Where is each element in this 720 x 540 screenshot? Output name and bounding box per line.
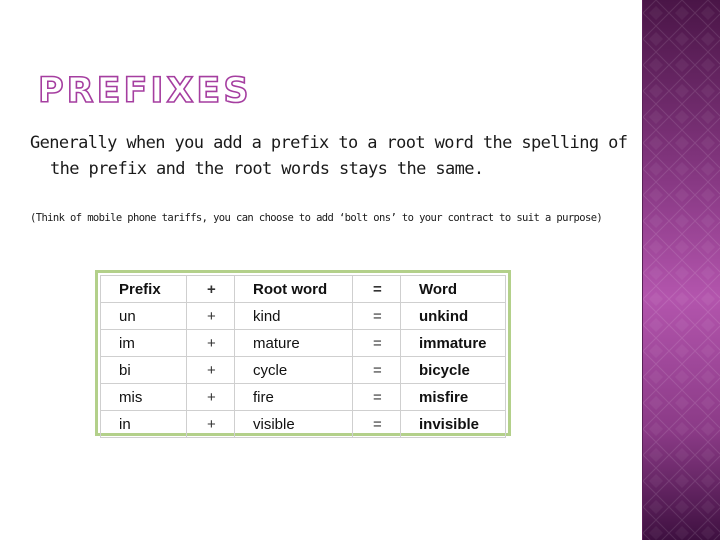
cell-equals: = xyxy=(353,357,401,384)
table-row xyxy=(101,330,506,357)
table-row xyxy=(101,357,506,384)
cell-prefix: im xyxy=(101,330,187,357)
cell-plus: + xyxy=(187,357,235,384)
header-word: Word xyxy=(401,276,506,303)
cell-plus: + xyxy=(187,330,235,357)
diamond-pattern xyxy=(643,0,720,540)
cell-root-word: fire xyxy=(235,384,353,411)
cell-word: immature xyxy=(401,330,506,357)
slide-title: PREFIXES xyxy=(38,71,252,111)
cell-plus: + xyxy=(187,411,235,438)
table-row xyxy=(101,411,506,438)
header-plus: + xyxy=(187,276,235,303)
table-row xyxy=(101,303,506,330)
cell-word: bicycle xyxy=(401,357,506,384)
header-prefix: Prefix xyxy=(101,276,187,303)
table-header-row xyxy=(101,276,506,303)
cell-root-word: cycle xyxy=(235,357,353,384)
header-equals: = xyxy=(353,276,401,303)
table-row xyxy=(101,384,506,411)
cell-plus: + xyxy=(187,384,235,411)
cell-prefix: mis xyxy=(101,384,187,411)
cell-root-word: kind xyxy=(235,303,353,330)
cell-word: unkind xyxy=(401,303,506,330)
note-text: (Think of mobile phone tariffs, you can choose to add ‘bolt ons’ to your contract to suit a purpose) xyxy=(30,212,603,224)
cell-prefix: un xyxy=(101,303,187,330)
cell-root-word: visible xyxy=(235,411,353,438)
cell-equals: = xyxy=(353,384,401,411)
cell-prefix: bi xyxy=(101,357,187,384)
cell-plus: + xyxy=(187,303,235,330)
cell-word: misfire xyxy=(401,384,506,411)
cell-prefix: in xyxy=(101,411,187,438)
cell-equals: = xyxy=(353,411,401,438)
prefix-table xyxy=(100,275,506,438)
cell-word: invisible xyxy=(401,411,506,438)
cell-equals: = xyxy=(353,330,401,357)
header-root-word: Root word xyxy=(235,276,353,303)
prefix-table-frame xyxy=(95,270,511,436)
cell-equals: = xyxy=(353,303,401,330)
decorative-side-panel xyxy=(642,0,720,540)
cell-root-word: mature xyxy=(235,330,353,357)
body-paragraph: Generally when you add a prefix to a root word the spelling of the prefix and the root words stays the same. xyxy=(30,133,628,179)
